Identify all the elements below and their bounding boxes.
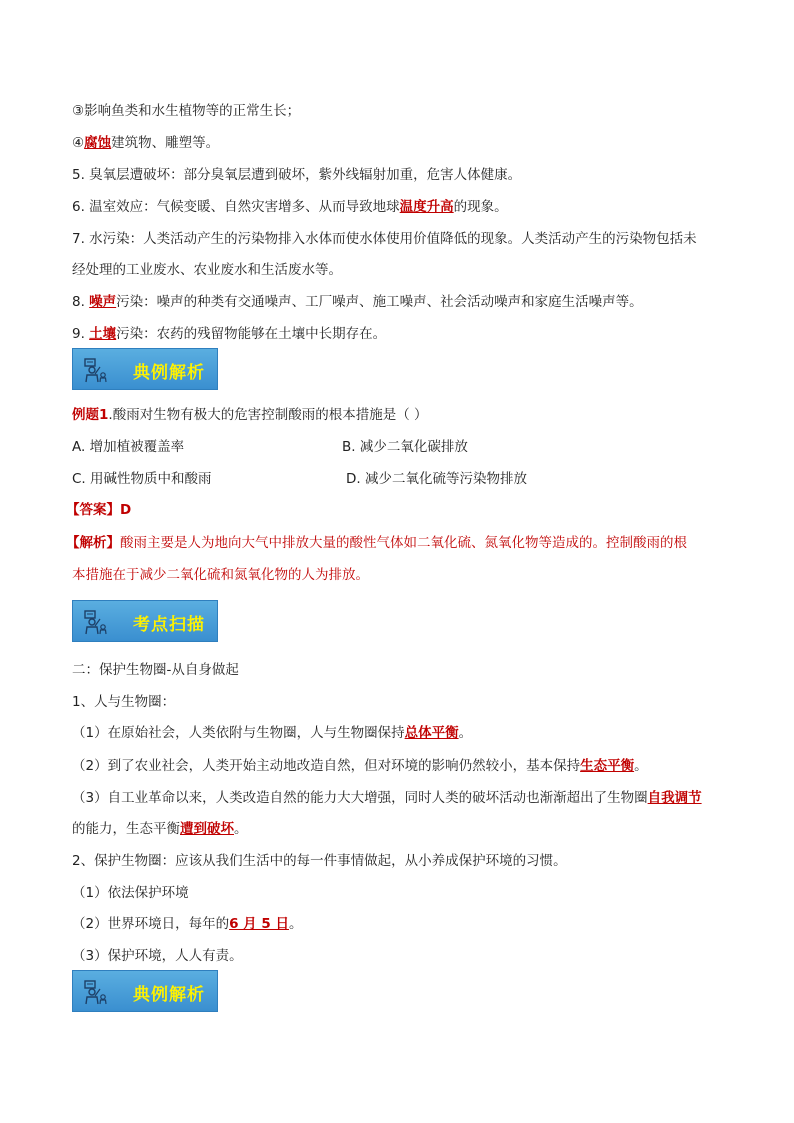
- item-8-key: 噪声: [89, 294, 117, 310]
- item-6-suffix: 的现象。: [453, 199, 508, 215]
- item-6-prefix: 6. 温室效应：气候变暖、自然灾害增多、从而导致地球: [72, 199, 400, 215]
- point-1-prefix: （1）在原始社会，人类依附与生物圈，人与生物圈保持: [72, 725, 405, 741]
- section-2-sub-1: 1、人与生物圈：: [72, 694, 176, 710]
- item-9: [72, 324, 386, 344]
- item-4-suffix: 建筑物、雕塑等。: [111, 135, 220, 151]
- point-1-suffix: 。: [458, 725, 473, 741]
- banner-title: 考点扫描: [133, 615, 205, 635]
- item-6: [72, 197, 508, 217]
- section-2-q1: （1）依法保护环境: [72, 885, 189, 901]
- answer-label: 【答案】: [66, 502, 120, 518]
- example-1-label: 例题1: [72, 407, 109, 423]
- example-banner-1: [72, 348, 218, 390]
- point-3-suffix: 。: [234, 821, 248, 837]
- point-2-prefix: （2）到了农业社会，人类开始主动地改造自然，但对环境的影响仍然较小，基本保持: [72, 758, 581, 774]
- banner-title: 典例解析: [133, 985, 205, 1005]
- teacher-icon: [83, 357, 109, 383]
- section-2-heading: 二：保护生物圈-从自身做起: [72, 662, 239, 678]
- section-2-point-1: [72, 723, 472, 743]
- analysis-line-2: [72, 565, 369, 585]
- item-4: [72, 133, 219, 153]
- answer: [66, 500, 131, 520]
- option-b: B. 减少二氧化碳排放: [342, 439, 468, 455]
- point-3-key-2: 遭到破坏: [180, 821, 234, 837]
- section-2-sub-2: 2、保护生物圈：应该从我们生活中的每一件事情做起，从小养成保护环境的习惯。: [72, 853, 567, 869]
- point-2-suffix: 。: [634, 758, 648, 774]
- item-8: [72, 292, 643, 312]
- q2-suffix: 。: [288, 916, 303, 932]
- item-5: 5. 臭氧层遭破坏：部分臭氧层遭到破坏，紫外线辐射加重，危害人体健康。: [72, 167, 522, 183]
- option-c: C. 用碱性物质中和酸雨: [72, 471, 212, 487]
- option-d: D. 减少二氧化硫等污染物排放: [346, 471, 527, 487]
- item-6-key: 温度升高: [399, 199, 454, 215]
- analysis-text-2: 本措施在于减少二氧化硫和氮氧化物的人为排放。: [72, 567, 369, 583]
- teacher-icon: [83, 609, 109, 635]
- item-9-prefix: 9.: [72, 326, 90, 342]
- q2-key: 6 月 5 日: [229, 916, 289, 932]
- point-3-line-2-prefix: 的能力，生态平衡: [72, 821, 180, 837]
- example-1-question-text: .酸雨对生物有极大的危害控制酸雨的根本措施是（ ）: [108, 407, 428, 423]
- item-8-prefix: 8.: [72, 294, 90, 310]
- section-2-point-2: [72, 756, 648, 776]
- analysis-line-1: [66, 533, 687, 553]
- answer-value: D: [120, 502, 132, 518]
- section-2-q2: [72, 914, 302, 934]
- analysis-text-1: 酸雨主要是人为地向大气中排放大量的酸性气体如二氧化硫、氮氧化物等造成的。控制酸雨的根: [120, 535, 687, 551]
- banner-title: 典例解析: [133, 363, 205, 383]
- analysis-label: 【解析】: [66, 535, 120, 551]
- example-1-question: [72, 405, 428, 425]
- item-7-line-2: 经处理的工业废水、农业废水和生活废水等。: [72, 262, 342, 278]
- teacher-icon: [83, 979, 109, 1005]
- item-8-suffix: 污染：噪声的种类有交通噪声、工厂噪声、施工噪声、社会活动噪声和家庭生活噪声等。: [116, 294, 643, 310]
- q2-prefix: （2）世界环境日，每年的: [72, 916, 230, 932]
- section-2-q3: （3）保护环境，人人有责。: [72, 948, 243, 964]
- item-3: ③影响鱼类和水生植物等的正常生长；: [72, 103, 301, 119]
- item-4-prefix: ④: [72, 135, 85, 151]
- section-2-point-3-line-1: [72, 788, 702, 808]
- point-3-key-1: 自我调节: [647, 790, 702, 806]
- point-2-key: 生态平衡: [580, 758, 635, 774]
- section-2-point-3-line-2: [72, 819, 248, 839]
- example-banner-2: [72, 970, 218, 1012]
- scan-banner: [72, 600, 218, 642]
- point-1-key: 总体平衡: [404, 725, 459, 741]
- option-a: A. 增加植被覆盖率: [72, 439, 185, 455]
- item-9-key: 土壤: [89, 326, 117, 342]
- item-7-line-1: 7. 水污染：人类活动产生的污染物排入水体而使水体使用价值降低的现象。人类活动产生的污染物包括未: [72, 231, 697, 247]
- item-4-key: 腐蚀: [84, 135, 112, 151]
- point-3-prefix: （3）自工业革命以来，人类改造自然的能力大大增强，同时人类的破坏活动也渐渐超出了生物圈: [72, 790, 648, 806]
- item-9-suffix: 污染：农药的残留物能够在土壤中长期存在。: [116, 326, 387, 342]
